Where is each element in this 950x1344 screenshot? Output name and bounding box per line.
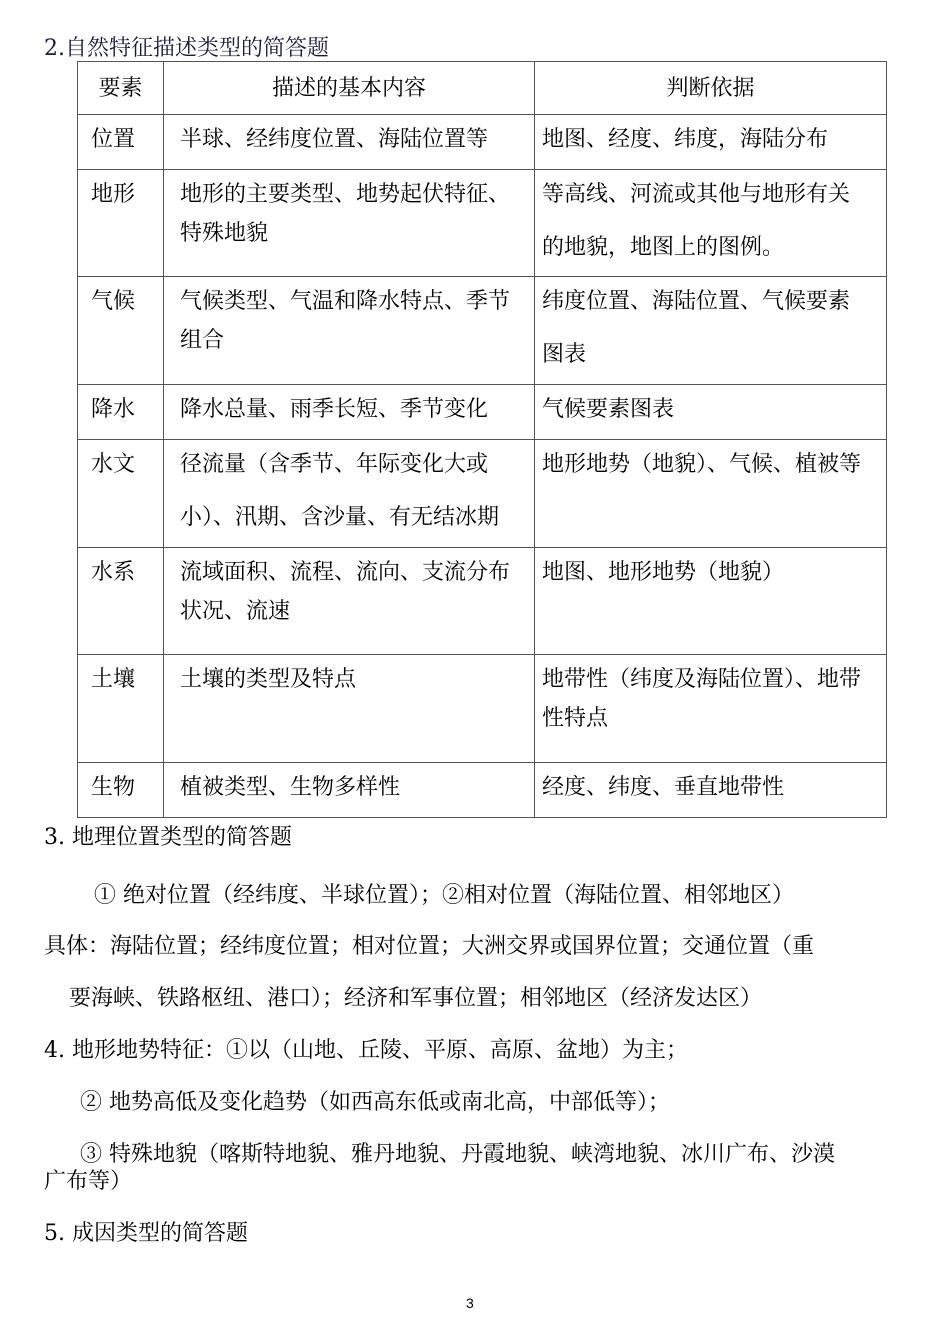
row-content-line: 植被类型、生物多样性 [180,775,401,800]
table-row [78,763,887,818]
table-header-row [78,62,887,115]
table-row [78,170,887,277]
table-row [78,385,887,440]
header-element: 要素 [78,62,164,115]
row-element: 水文 [91,452,136,477]
row-basis-line: 经度、纬度、垂直地带性 [542,775,785,800]
row-element: 水系 [91,560,136,585]
row-basis-line: 地图、经度、纬度，海陆分布 [542,127,829,152]
section2-title: 2.自然特征描述类型的简答题 [44,36,329,61]
features-table [77,61,887,818]
section3-line: ① 绝对位置（经纬度、半球位置）；②相对位置（海陆位置、相邻地区） [94,883,794,908]
row-content-line: 气候类型、气温和降水特点、季节 [180,289,511,314]
row-element: 生物 [91,775,136,800]
section4-line: ③ 特殊地貌（喀斯特地貌、雅丹地貌、丹霞地貌、峡湾地貌、冰川广布、沙漠 [80,1142,835,1167]
row-basis-line: 地带性（纬度及海陆位置）、地带 [542,667,862,692]
row-content-line: 组合 [180,328,225,353]
header-content: 描述的基本内容 [164,62,535,115]
row-content-line: 状况、流速 [180,599,291,624]
section3-title: 3. 地理位置类型的简答题 [44,825,292,850]
row-element: 气候 [91,289,136,314]
section3-line: 具体：海陆位置；经纬度位置；相对位置；大洲交界或国界位置；交通位置（重 [44,934,815,959]
row-element: 位置 [91,127,136,152]
row-content-line: 半球、经纬度位置、海陆位置等 [180,127,489,152]
row-basis-line: 等高线、河流或其他与地形有关 [542,182,851,207]
row-content-line: 土壤的类型及特点 [180,667,357,692]
row-content-line: 径流量（含季节、年际变化大或 [180,452,489,477]
page-number: 3 [466,1295,474,1311]
table-row [78,655,887,763]
row-content-line: 特殊地貌 [180,221,269,246]
section4-line: ② 地势高低及变化趋势（如西高东低或南北高，中部低等）； [80,1090,670,1115]
row-basis-line: 图表 [542,342,587,367]
table-row [78,548,887,655]
header-basis: 判断依据 [535,62,887,115]
row-basis-line: 地图、地形地势（地貌） [542,560,785,585]
row-basis-line: 地形地势（地貌）、气候、植被等 [542,452,862,477]
row-basis-line: 性特点 [542,706,609,731]
row-content-line: 小）、汛期、含沙量、有无结冰期 [180,505,500,530]
row-basis-line: 的地貌，地图上的图例。 [542,235,785,260]
row-element: 地形 [91,182,136,207]
row-element: 土壤 [91,667,136,692]
section4-line: 4. 地形地势特征：①以（山地、丘陵、平原、高原、盆地）为主； [44,1038,688,1063]
row-content-line: 地形的主要类型、地势起伏特征、 [180,182,511,207]
table-row [78,277,887,385]
row-content-line: 降水总量、雨季长短、季节变化 [180,397,489,422]
section4-line: 广布等） [44,1169,133,1194]
row-element: 降水 [91,397,136,422]
row-basis-line: 纬度位置、海陆位置、气候要素 [542,289,851,314]
row-content-line: 流域面积、流程、流向、支流分布 [180,560,511,585]
table-row [78,115,887,170]
section3-line: 要海峡、铁路枢纽、港口）；经济和军事位置；相邻地区（经济发达区） [69,986,763,1011]
section5-title: 5. 成因类型的简答题 [44,1221,248,1246]
table-row [78,440,887,548]
row-basis-line: 气候要素图表 [542,397,675,422]
